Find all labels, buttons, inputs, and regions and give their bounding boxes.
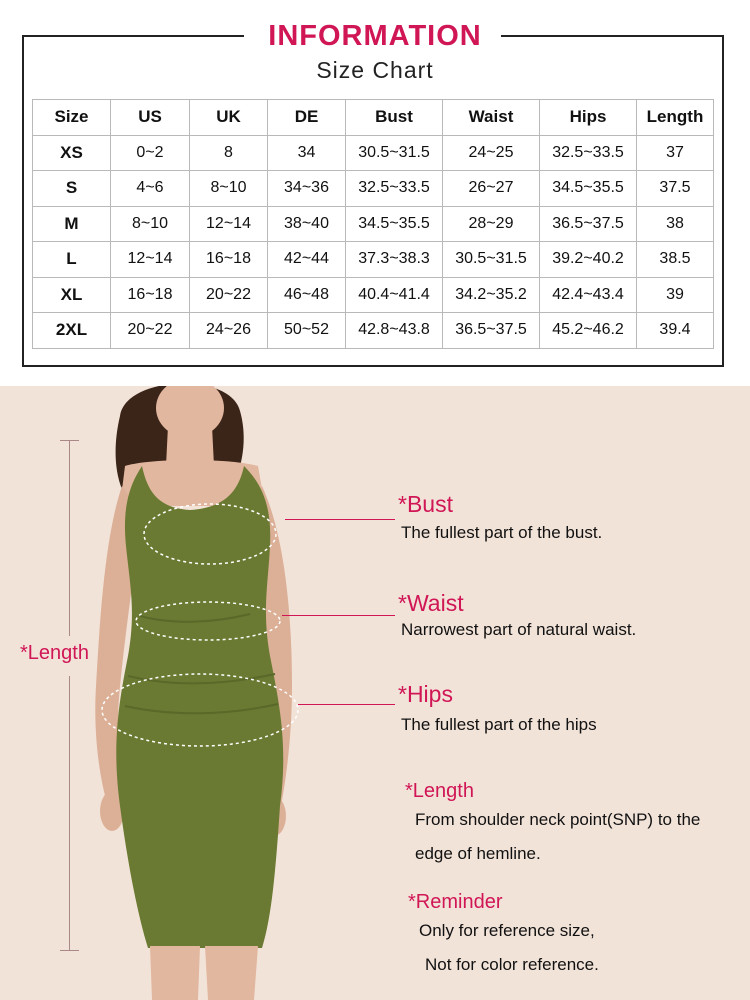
information-title: INFORMATION [268, 20, 482, 52]
table-cell: 38~40 [268, 206, 346, 242]
table-cell: 39.4 [637, 313, 714, 349]
table-cell: 8 [190, 135, 268, 171]
column-header: Size [33, 100, 111, 136]
table-cell: M [33, 206, 111, 242]
table-cell: 0~2 [111, 135, 190, 171]
table-cell: 34 [268, 135, 346, 171]
table-cell: 42.4~43.4 [540, 277, 637, 313]
table-cell: 38 [637, 206, 714, 242]
table-cell: 12~14 [190, 206, 268, 242]
reminder-description-line2: Not for color reference. [425, 955, 599, 974]
size-chart-section [0, 0, 750, 386]
column-header: Hips [540, 100, 637, 136]
table-cell: 37.5 [637, 171, 714, 207]
table-cell: 42.8~43.8 [346, 313, 443, 349]
table-cell: 30.5~31.5 [443, 242, 540, 278]
column-header: DE [268, 100, 346, 136]
table-cell: 45.2~46.2 [540, 313, 637, 349]
measurement-guide [0, 386, 750, 1000]
model-illustration [0, 386, 750, 1000]
table-row [33, 135, 714, 171]
column-header: Length [637, 100, 714, 136]
table-row [33, 171, 714, 207]
table-cell: 28~29 [443, 206, 540, 242]
bust-pointer-line [285, 519, 395, 520]
table-cell: 4~6 [111, 171, 190, 207]
table-cell: 50~52 [268, 313, 346, 349]
neck-shape [166, 426, 214, 466]
table-cell: 42~44 [268, 242, 346, 278]
length-title: *Length [405, 780, 474, 802]
length-description-line1: From shoulder neck point(SNP) to the [415, 810, 701, 829]
table-cell: 30.5~31.5 [346, 135, 443, 171]
hips-description: The fullest part of the hips [401, 715, 597, 734]
table-cell: 37 [637, 135, 714, 171]
table-cell: 32.5~33.5 [346, 171, 443, 207]
table-cell: XS [33, 135, 111, 171]
table-cell: 8~10 [190, 171, 268, 207]
reminder-description-line1: Only for reference size, [419, 921, 595, 940]
table-row [33, 313, 714, 349]
reminder-title: *Reminder [408, 891, 503, 913]
table-cell: S [33, 171, 111, 207]
table-cell: XL [33, 277, 111, 313]
length-description-line2: edge of hemline. [415, 844, 541, 863]
waist-pointer-line [282, 615, 395, 616]
table-cell: 39 [637, 277, 714, 313]
legs-shape [205, 946, 258, 1000]
frame-line [722, 35, 724, 367]
table-cell: 36.5~37.5 [443, 313, 540, 349]
table-row [33, 206, 714, 242]
bust-title: *Bust [398, 491, 453, 517]
length-line-lower [69, 676, 70, 950]
table-cell: 34.5~35.5 [540, 171, 637, 207]
table-cell: 12~14 [111, 242, 190, 278]
size-table [32, 99, 714, 349]
length-line-upper [69, 440, 70, 636]
table-cell: L [33, 242, 111, 278]
table-cell: 20~22 [190, 277, 268, 313]
table-cell: 39.2~40.2 [540, 242, 637, 278]
table-cell: 34.5~35.5 [346, 206, 443, 242]
table-cell: 34.2~35.2 [443, 277, 540, 313]
table-header-row [33, 100, 714, 136]
column-header: Bust [346, 100, 443, 136]
frame-line [22, 365, 724, 367]
table-cell: 8~10 [111, 206, 190, 242]
table-cell: 20~22 [111, 313, 190, 349]
table-cell: 16~18 [190, 242, 268, 278]
table-cell: 16~18 [111, 277, 190, 313]
column-header: US [111, 100, 190, 136]
waist-description: Narrowest part of natural waist. [401, 620, 637, 639]
table-cell: 34~36 [268, 171, 346, 207]
table-cell: 37.3~38.3 [346, 242, 443, 278]
table-row [33, 277, 714, 313]
length-marker-label: *Length [20, 642, 89, 664]
waist-title: *Waist [398, 590, 464, 616]
column-header: UK [190, 100, 268, 136]
table-row [33, 242, 714, 278]
table-cell: 32.5~33.5 [540, 135, 637, 171]
table-cell: 36.5~37.5 [540, 206, 637, 242]
table-cell: 46~48 [268, 277, 346, 313]
table-cell: 38.5 [637, 242, 714, 278]
hips-pointer-line [298, 704, 395, 705]
table-cell: 26~27 [443, 171, 540, 207]
table-cell: 40.4~41.4 [346, 277, 443, 313]
table-cell: 24~26 [190, 313, 268, 349]
frame-line [22, 35, 24, 367]
legs-shape [150, 946, 200, 1000]
column-header: Waist [443, 100, 540, 136]
hips-title: *Hips [398, 681, 453, 707]
size-chart-subtitle: Size Chart [316, 57, 434, 83]
table-cell: 2XL [33, 313, 111, 349]
table-cell: 24~25 [443, 135, 540, 171]
length-cap-bottom [60, 950, 79, 951]
bust-description: The fullest part of the bust. [401, 523, 603, 542]
